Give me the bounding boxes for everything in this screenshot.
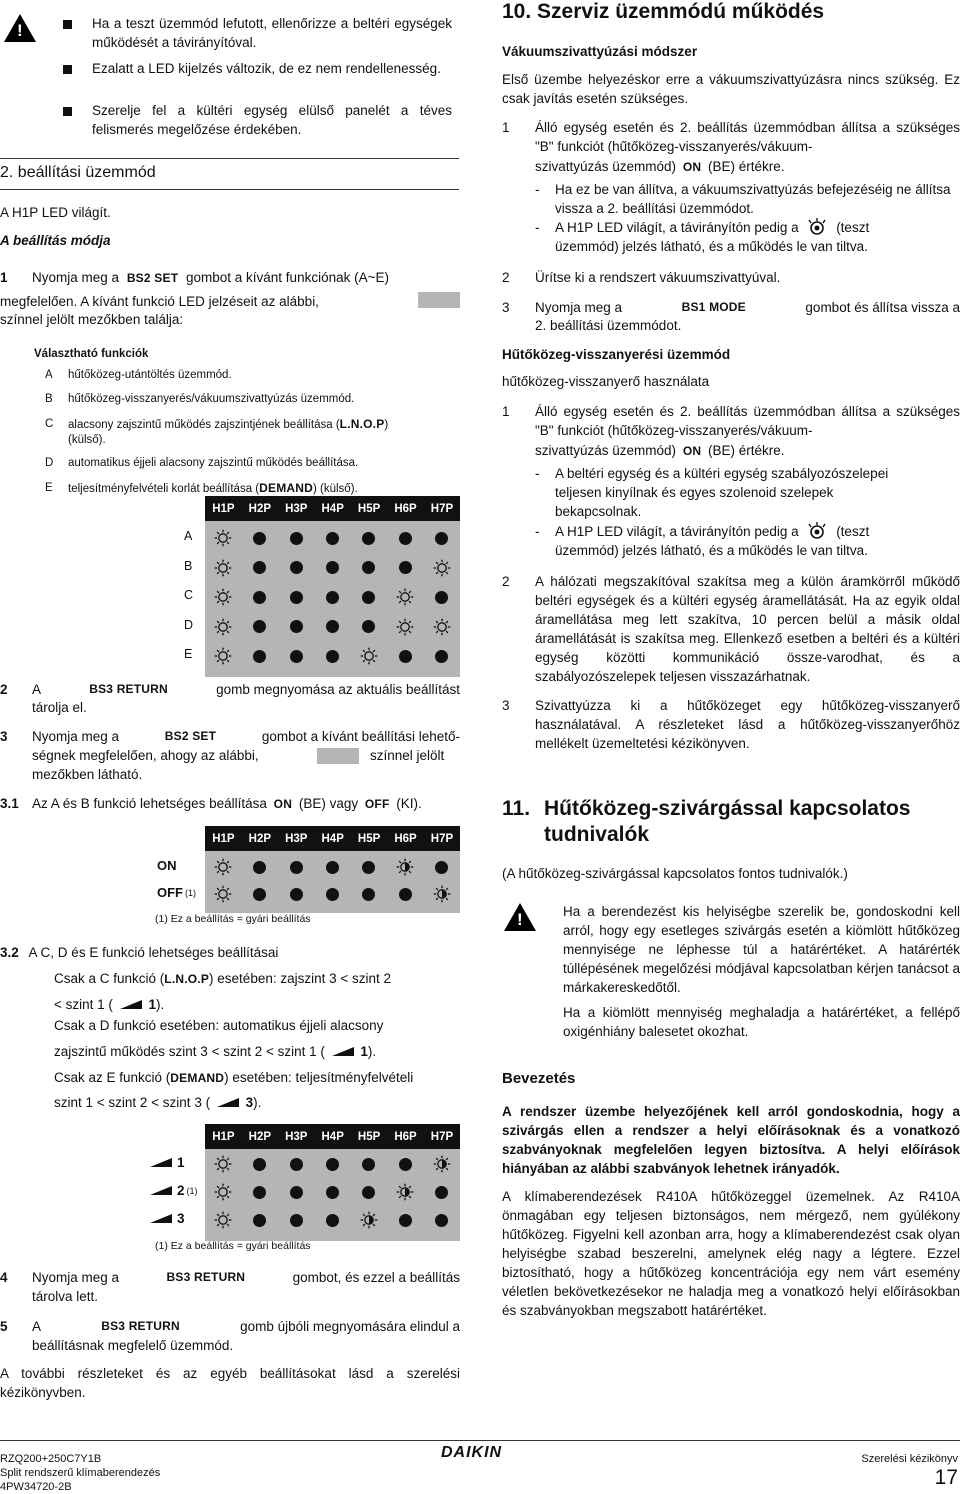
bullet-text-3: Szerelje fel a kültéri egység elülső panelét a téves felismerés megelőzése érdekében. [92, 103, 452, 137]
daikin-logo: DAIKIN [441, 1444, 503, 1461]
level-wedge-icon [120, 1000, 142, 1009]
rec-sub: hűtőközeg-visszanyerő használata [502, 374, 710, 389]
led-off-dot [290, 650, 303, 663]
led-off-dot [435, 1186, 448, 1199]
led-off-dot [362, 532, 375, 545]
c-line-2: < szint 1 ( 1). [54, 997, 165, 1012]
led-on-icon [214, 647, 232, 670]
led-off-dot [399, 650, 412, 663]
led-on-icon [433, 618, 451, 641]
led-header-h4p: H4P [321, 1131, 344, 1143]
vac1-dash2b: üzemmód) jelzés látható, és a működés le van tiltva. [555, 239, 868, 254]
step-number: 4 [0, 1270, 8, 1285]
led-row-label: 3 [150, 1211, 185, 1226]
step-number: 3 [0, 729, 8, 744]
step3-line1: Nyomja meg a BS2 SET gombot a kívánt beállítási lehető- [32, 729, 460, 744]
led-header-h4p: H4P [321, 833, 344, 845]
step2-line2: tárolja el. [32, 700, 87, 715]
bs1-mode-label: BS1 MODE [681, 300, 746, 314]
led-off-dot [435, 1214, 448, 1227]
led-header-h5p: H5P [357, 503, 381, 515]
bullet-text-2: Ezalatt a LED kijelzés változik, de ez nem rendellenesség. [92, 61, 441, 76]
vac1-line3: szivattyúzás üzemmód) ON (BE) értékre. [535, 159, 785, 174]
bs3-return-label: BS3 RETURN [89, 682, 168, 696]
right-column [500, 0, 960, 1400]
dash: - [535, 220, 540, 235]
led-off-dot [326, 1158, 339, 1171]
function-letter: E [45, 482, 53, 494]
led-off-dot [326, 561, 339, 574]
bullet-text-1: Ha a teszt üzemmód lefutott, ellenőrizze a beltéri egységek működését a távirányítóval. [92, 16, 452, 50]
led-header-h7p: H7P [430, 503, 454, 515]
led-row-label: A [184, 529, 193, 543]
intro-heading: Bevezetés [502, 1070, 576, 1087]
led-blinking-icon [360, 1211, 378, 1234]
step5-line1: A BS3 RETURN gomb újbóli megnyomására elindul a [32, 1319, 460, 1334]
led-row-label: B [184, 558, 193, 573]
function-letter: D [45, 457, 54, 469]
led-row-label: ON [157, 858, 177, 873]
led-on-icon [214, 618, 232, 641]
led-header-h3p: H3P [285, 1131, 308, 1143]
vac3-line2: 2. beállítási üzemmódot. [535, 318, 682, 333]
bullet-square [63, 65, 72, 74]
grey-swatch [317, 748, 359, 764]
step4-line1: Nyomja meg a BS3 RETURN gombot, és ezzel a beállítás [32, 1270, 460, 1285]
led-on-icon [214, 559, 232, 582]
led-header-h2p: H2P [248, 833, 272, 845]
led-row-label: E [184, 647, 193, 661]
vac1-dash2: A H1P LED világít, a távirányítón pedig a (teszt [555, 218, 869, 241]
led-table-levels [150, 1124, 460, 1236]
led-off-dot [253, 650, 266, 663]
led-off-dot [362, 591, 375, 604]
warning-paragraph-2: Ha a kiömlött mennyiség meghaladja a határértéket, a fellépő oxigénhiány balesetet okozhat. [563, 1005, 960, 1039]
led-off-dot [399, 1158, 412, 1171]
section-11-title-1: Hűtőközeg-szivárgással kapcsolatos [544, 797, 911, 820]
warning-icon: ! [504, 903, 536, 931]
led-table-functions [150, 496, 460, 664]
led-off-dot [326, 861, 339, 874]
led-on-icon [214, 858, 232, 881]
step-number: 3 [502, 300, 510, 315]
led-off-dot [253, 532, 266, 545]
rec-heading: Hűtőközeg-visszanyerési üzemmód [502, 347, 731, 362]
led-off-dot [290, 591, 303, 604]
led-off-dot [399, 888, 412, 901]
led-header-h2p: H2P [248, 1131, 272, 1143]
step1-line3: színnel jelölt mezőkben találja: [0, 312, 184, 327]
subsection-number: 3.1 [0, 796, 19, 811]
step-number: 1 [502, 120, 510, 135]
level-wedge-icon [332, 1047, 354, 1056]
step-number: 1 [0, 270, 8, 285]
step-number: 3 [502, 698, 510, 713]
mode-heading: 2. beállítási üzemmód [0, 164, 156, 181]
intro-text: A klímaberendezések R410A hűtőközeggel üzemelnek. Az R410A önmagában egy teljesen biztonságos, nem mérgező, nem gyúlékony hűtőközeg. Figyelni kell azonban arra, hogy a klímaberendezést csak olyan helyiségbe szabad beszerelni, amelynek elég nagy a légtere. Ezzel biztosítható, hogy a hűtőközeg koncentrációja egy nem várt esemény véletlen bekövetkezésekor ne haladja meg a vonatkozó helyi előírásokban és szabványokban megszabott határértéket. [502, 1189, 960, 1318]
led-on-icon [214, 529, 232, 552]
led-off-dot [290, 532, 303, 545]
led-text: A H1P LED világít. [0, 205, 111, 220]
led-header-h7p: H7P [430, 1131, 454, 1143]
led-off-dot [253, 591, 266, 604]
led-off-dot [290, 1158, 303, 1171]
section-11-sub: (A hűtőközeg-szivárgással kapcsolatos fontos tudnivalók.) [502, 866, 848, 881]
led-header-h6p: H6P [394, 1131, 417, 1143]
led-header-h7p: H7P [430, 833, 454, 845]
vac1-dash1: Ha ez be van állítva, a vákuumszivattyúzás befejezéséig ne állítsa vissza a 2. beállítási üzemmódot. [555, 182, 951, 216]
led-off-dot [326, 888, 339, 901]
function-letter: C [45, 418, 54, 430]
led-header-h6p: H6P [394, 503, 417, 515]
level-wedge-icon [150, 1186, 172, 1195]
page-number: 17 [934, 1466, 958, 1489]
bs3-return-label: BS3 RETURN [101, 1319, 180, 1333]
step2-line1: A BS3 RETURN gomb megnyomása az aktuális beállítást [32, 682, 460, 697]
vac1-text: Álló egység esetén és 2. beállítás üzemmódban állítsa a szükséges "B" funkciót (hűtőközeg-visszanyerés/vákuum- [535, 120, 960, 154]
led-blinking-icon [433, 1155, 451, 1178]
led-off-dot [435, 532, 448, 545]
step1-line2: megfelelően. A kívánt funkció LED jelzéseit az alábbi, [0, 294, 319, 309]
function-text-c: alacsony zajszintű működés zajszintjének beállítása (L.N.O.P) [68, 417, 389, 431]
closing-text: A további részleteket és az egyéb beállításokat lásd a szerelési kézikönyvben. [0, 1366, 460, 1400]
led-header-h2p: H2P [248, 503, 272, 515]
led-off-dot [362, 888, 375, 901]
led-off-dot [399, 1214, 412, 1227]
led-table-on-off [150, 826, 460, 908]
step-number: 2 [502, 574, 510, 589]
led-off-dot [290, 620, 303, 633]
led-off-dot [326, 650, 339, 663]
bs2-set-label: BS2 SET [164, 729, 217, 743]
grey-swatch [418, 292, 460, 308]
footer-manual: Szerelési kézikönyv [861, 1453, 958, 1465]
bs2-set-label: BS2 SET [126, 271, 179, 285]
level-wedge-icon [150, 1214, 172, 1223]
function-text-c2: (külső). [68, 434, 106, 446]
step3-line2: ségnek megfelelően, ahogy az alábbi, [32, 748, 259, 763]
led-on-icon [214, 1183, 232, 1206]
rec3-text: Szivattyúzza ki a hűtőközeget egy hűtőközeg-visszanyerő használatával. A részleteket lásd a hűtőközeg-visszanyerőhöz mellékelt üzemeltetési kézikönyven. [535, 698, 960, 751]
led-off-dot [435, 591, 448, 604]
led-row-label: D [184, 617, 194, 632]
footer-doc: 4PW34720-2B [0, 1481, 72, 1493]
functions-title: Választható funkciók [34, 348, 149, 360]
led-off-dot [435, 650, 448, 663]
s31-text: Az A és B funkció lehetséges beállítása ON (BE) vagy OFF (KI). [32, 796, 422, 811]
led-blinking-icon [396, 858, 414, 881]
dash: - [535, 182, 540, 197]
led-off-dot [253, 1158, 266, 1171]
led-blinking-icon [396, 1183, 414, 1206]
function-text-e: teljesítményfelvételi korlát beállítása (DEMAND) (külső). [68, 481, 358, 495]
led-on-icon [396, 588, 414, 611]
led-row-label: 2 (1) [150, 1183, 198, 1198]
led-off-dot [290, 888, 303, 901]
led-off-dot [362, 1158, 375, 1171]
footer-product: Split rendszerű klímaberendezés [0, 1467, 161, 1479]
bullet-square [63, 20, 72, 29]
dash: - [535, 466, 540, 481]
section-11-title-2: tudnivalók [544, 823, 650, 846]
level-wedge-icon [217, 1098, 239, 1107]
led-on-icon [396, 618, 414, 641]
led-row-label: C [184, 588, 194, 602]
c-line-1: Csak a C funkció (L.N.O.P) esetében: zajszint 3 < szint 2 [54, 971, 392, 986]
led-header-h3p: H3P [285, 833, 308, 845]
rec1-dash2b: üzemmód) jelzés látható, és a működés le van tiltva. [555, 543, 868, 558]
led-header-h6p: H6P [394, 833, 417, 845]
function-letter: A [45, 369, 53, 381]
footer-divider [0, 1440, 960, 1441]
bullet-square [63, 107, 72, 116]
d-line-1: Csak a D funkció esetében: automatikus éjjeli alacsony [54, 1018, 384, 1033]
led-off-dot [253, 1186, 266, 1199]
led-row-label: OFF (1) [157, 885, 196, 900]
function-text: automatikus éjjeli alacsony zajszintű működés beállítása. [68, 457, 359, 469]
led-table-header [205, 1124, 460, 1149]
divider [0, 158, 459, 159]
led-off-dot [290, 1214, 303, 1227]
vac3-line1: Nyomja meg a BS1 MODE gombot és állítsa vissza a [535, 300, 960, 315]
step1-line1: Nyomja meg a BS2 SET gombot a kívánt funkciónak (A~E) [32, 270, 389, 285]
step-number: 5 [0, 1319, 8, 1334]
step-number: 2 [0, 682, 8, 697]
warning-icon: ! [4, 14, 36, 42]
led-off-dot [326, 532, 339, 545]
led-on-icon [433, 559, 451, 582]
led-off-dot [253, 1214, 266, 1227]
footer-model: RZQ200+250C7Y1B [0, 1453, 102, 1465]
led-off-dot [362, 1186, 375, 1199]
led-on-icon [214, 1211, 232, 1234]
d-line-2: zajszintű működés szint 3 < szint 2 < szint 1 ( 1). [54, 1044, 377, 1059]
led-blinking-icon [433, 885, 451, 908]
section-10-title: 10. Szerviz üzemmódú működés [502, 0, 825, 23]
section-11-number: 11. [502, 797, 531, 820]
led-table-header [205, 496, 460, 521]
rec1-dash1: A beltéri egység és a kültéri egység szabályozószelepei teljesen kinyílnak és egyes szolenoid szelepek bekapcsolnak. [555, 466, 889, 519]
s32-line: 3.2 A C, D és E funkció lehetséges beállításai [0, 945, 279, 960]
led-header-h5p: H5P [357, 1131, 381, 1143]
intro-bold: A rendszer üzembe helyezőjének kell arról gondoskodnia, hogy a szivárgás ellen a rendszer a helyi előírásoknak és a vonatkozó szabványoknak megfelelően legyen biztosítva. A helyi előírások hiányában az alábbi szabványok lehetnek irányadók. [502, 1104, 960, 1176]
led-header-h5p: H5P [357, 833, 381, 845]
dash: - [535, 524, 540, 539]
led-off-dot [399, 561, 412, 574]
led-header-h1p: H1P [212, 1131, 235, 1143]
step5-line2: beállításnak megfelelő üzemmód. [32, 1338, 234, 1353]
led-on-icon [360, 647, 378, 670]
left-column [0, 0, 480, 1400]
led-header-h4p: H4P [321, 503, 344, 515]
rec2-text: A hálózati megszakítóval szakítsa meg a külön áramkörről működő beltéri egységek és a kültéri egység áramellátását. Ha az egyik oldal áramellátása meg lett szakítva, 10 percen belül a másik oldal áramellátását is szakítsa meg. Ellenkező esetben a beltéri és a kültéri egység közötti kommunikáció össze-varodhat, és a szabályozószelepek teljesen visszazárhatnak. [535, 574, 960, 684]
vac-intro: Első üzembe helyezéskor erre a vákuumszivattyúzásra nincs szükség. Ez csak javítás esetén szükséges. [502, 72, 960, 106]
led-off-dot [399, 532, 412, 545]
function-letter: B [45, 393, 53, 405]
led-off-dot [326, 620, 339, 633]
bs3-return-label: BS3 RETURN [166, 1270, 246, 1284]
led-table-header [205, 826, 460, 851]
led-header-h1p: H1P [212, 833, 235, 845]
led-off-dot [253, 861, 266, 874]
led-off-dot [253, 888, 266, 901]
rec1-line3: szivattyúzás üzemmód) ON (BE) értékre. [535, 443, 785, 458]
step-number: 2 [502, 270, 510, 285]
led-on-icon [214, 588, 232, 611]
vac-heading: Vákuumszivattyúzási módszer [502, 44, 698, 59]
rec1-dash2: A H1P LED világít, a távirányítón pedig a (teszt [555, 522, 869, 545]
led-off-dot [326, 1186, 339, 1199]
step-number: 1 [502, 404, 510, 419]
led-off-dot [326, 591, 339, 604]
led-off-dot [290, 861, 303, 874]
footnote: (1) Ez a beállítás = gyári beállítás [155, 1240, 311, 1252]
led-row-label: 1 [150, 1155, 185, 1170]
led-header-h1p: H1P [212, 503, 235, 515]
level-wedge-icon [150, 1158, 172, 1167]
led-off-dot [362, 861, 375, 874]
led-off-dot [326, 1214, 339, 1227]
led-header-h3p: H3P [285, 503, 308, 515]
e-line-1: Csak az E funkció (DEMAND) esetében: teljesítményfelvételi [54, 1070, 414, 1085]
led-off-dot [290, 1186, 303, 1199]
divider [0, 189, 459, 190]
step4-line2: tárolva lett. [32, 1289, 99, 1304]
vac2-text: Ürítse ki a rendszert vákuumszivattyúval. [535, 270, 781, 285]
warning-paragraph-1: Ha a berendezést kis helyiségbe szerelik be, gondoskodni kell arról, hogy egy esetleges szivárgás esetén a kiömlött hűtőközeg mennyisége ne léphesse túl a határértéket. A határérték túllépésének megelőzési módjával kapcsolatban kérjen tanácsot a márkakereskedőtől. [563, 904, 960, 995]
led-on-icon [214, 1155, 232, 1178]
footnote: (1) Ez a beállítás = gyári beállítás [155, 913, 311, 925]
method-heading: A beállítás módja [0, 233, 111, 248]
led-off-dot [435, 861, 448, 874]
led-on-icon [214, 885, 232, 908]
e-line-2: szint 1 < szint 2 < szint 3 ( 3). [54, 1095, 262, 1110]
step3-line2b: színnel jelölt [370, 748, 445, 763]
function-text: hűtőközeg-utántöltés üzemmód. [68, 369, 232, 381]
step3-line3: mezőkben látható. [32, 767, 143, 782]
rec1-text: Álló egység esetén és 2. beállítás üzemmódban állítsa a szükséges "B" funkciót (hűtőközeg-visszanyerés/vákuum- [535, 404, 960, 438]
function-text: hűtőközeg-visszanyerés/vákuumszivattyúzás üzemmód. [68, 393, 355, 405]
led-off-dot [290, 561, 303, 574]
